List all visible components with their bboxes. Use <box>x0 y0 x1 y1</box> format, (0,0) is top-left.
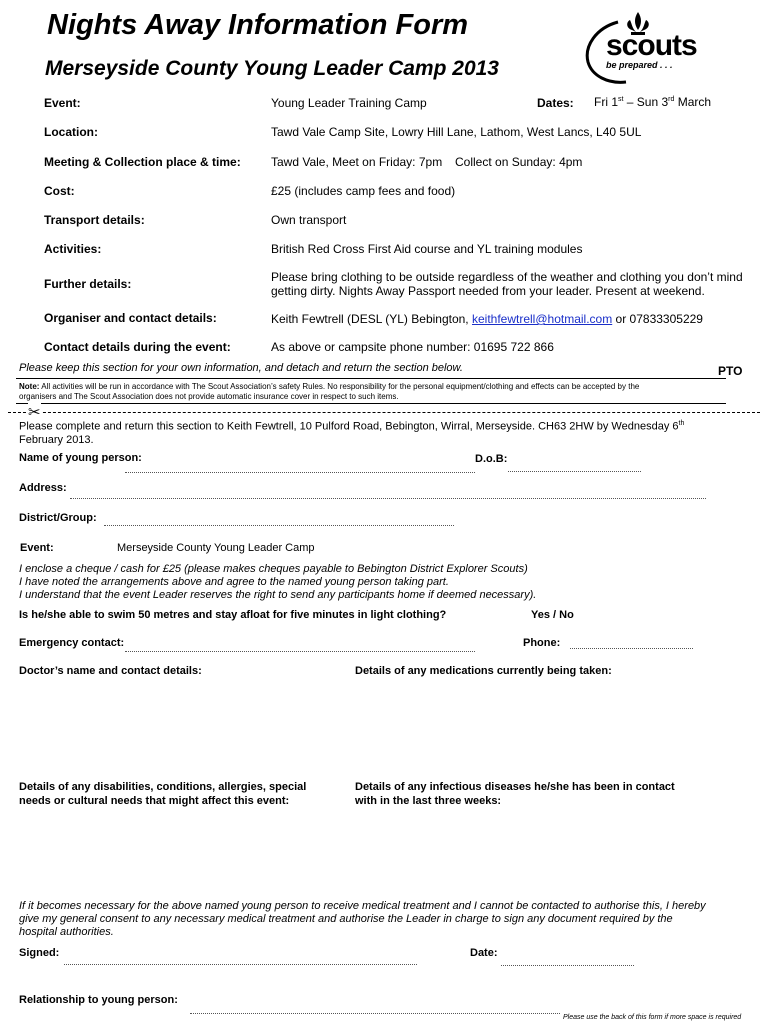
cut-line <box>8 412 760 413</box>
event-value: Young Leader Training Camp <box>271 96 427 110</box>
address-label: Address: <box>19 482 67 494</box>
cost-label: Cost: <box>44 184 75 198</box>
consent-statement: If it becomes necessary for the above named young person to receive medical treatment and I cannot be contacted to authorise this, I hereby give my general consent to any necessary medical treatment and authorise the Leader in charge to sign any document required by the hospital authorities. <box>19 900 706 938</box>
back-note: Please use the back of this form if more space is required <box>563 1014 742 1021</box>
form-event-value: Merseyside County Young Leader Camp <box>117 542 315 554</box>
emergency-label: Emergency contact: <box>19 637 125 649</box>
medications-label: Details of any medications currently being taken: <box>355 665 612 677</box>
understand-line: I understand that the event Leader reserves the right to send any participants home if deemed necessary). <box>19 589 537 601</box>
transport-value: Own transport <box>271 213 347 227</box>
infectious-label: Details of any infectious diseases he/she has been in contact with in the last three weeks: <box>355 781 675 807</box>
form-event-label: Event: <box>20 542 54 554</box>
relationship-field[interactable] <box>190 1013 560 1014</box>
organiser-label: Organiser and contact details: <box>44 311 217 325</box>
disabilities-label: Details of any disabilities, conditions, allergies, special needs or cultural needs that might affect this event: <box>19 781 307 807</box>
name-field[interactable] <box>125 472 475 473</box>
dob-label: D.o.B: <box>475 453 508 465</box>
contact-label: Contact details during the event: <box>44 340 231 354</box>
meeting-value: Tawd Vale, Meet on Friday: 7pm <box>271 155 443 169</box>
relationship-label: Relationship to young person: <box>19 994 178 1006</box>
logo-tagline: be prepared . . . <box>606 60 673 70</box>
contact-value: As above or campsite phone number: 01695 722 866 <box>271 340 554 354</box>
event-label: Event: <box>44 96 81 110</box>
signed-label: Signed: <box>19 947 60 959</box>
logo-text: scouts <box>606 29 697 62</box>
district-field[interactable] <box>104 525 454 526</box>
form-title: Nights Away Information Form <box>47 9 469 41</box>
dates-label: Dates: <box>537 96 574 110</box>
keep-note: Please keep this section for your own information, and detach and return the section below. <box>19 362 463 374</box>
dates-value: Fri 1st – Sun 3rd March <box>594 95 712 109</box>
scouts-logo <box>578 8 718 84</box>
scissors-icon: ✂ <box>28 403 41 421</box>
return-instruction: Please complete and return this section to Keith Fewtrell, 10 Pulford Road, Bebington, Wirral, Merseyside. CH63 2HW by Wednesday 6th February 2013. <box>19 420 685 446</box>
pto-label: PTO <box>718 364 743 378</box>
location-label: Location: <box>44 125 98 139</box>
swim-options[interactable]: Yes / No <box>531 609 574 621</box>
address-field[interactable] <box>70 498 706 499</box>
form-subtitle: Merseyside County Young Leader Camp 2013 <box>45 57 499 80</box>
meeting-label: Meeting & Collection place & time: <box>44 155 241 169</box>
further-label: Further details: <box>44 277 132 291</box>
safety-note: Note: All activities will be run in accordance with The Scout Association’s safety Rules. No responsibility for the personal equipment/clothing and effects can be accepted by the organisers and The Scout Association does not provide automatic insurance cover in respect to such items. <box>19 382 640 401</box>
doctor-label: Doctor’s name and contact details: <box>19 665 202 677</box>
phone-field[interactable] <box>570 648 693 649</box>
cost-value: £25 (includes camp fees and food) <box>271 184 456 198</box>
district-label: District/Group: <box>19 512 97 524</box>
organiser-value: Keith Fewtrell (DESL (YL) Bebington, keithfewtrell@hotmail.com or 07833305229 <box>271 312 703 326</box>
further-line2: getting dirty. Nights Away Passport needed from your leader. Present at weekend. <box>271 284 705 298</box>
swim-question: Is he/she able to swim 50 metres and stay afloat for five minutes in light clothing? <box>19 609 447 621</box>
noted-line: I have noted the arrangements above and agree to the named young person taking part. <box>19 576 449 588</box>
name-label: Name of young person: <box>19 452 142 464</box>
emergency-field[interactable] <box>125 651 475 652</box>
organiser-email-link[interactable]: keithfewtrell@hotmail.com <box>471 312 613 326</box>
activities-label: Activities: <box>44 242 102 256</box>
collect-value: Collect on Sunday: 4pm <box>455 155 583 169</box>
location-value: Tawd Vale Camp Site, Lowry Hill Lane, Lathom, West Lancs, L40 5UL <box>271 125 642 139</box>
date-field[interactable] <box>501 965 634 966</box>
divider-line <box>16 403 726 404</box>
phone-label: Phone: <box>523 637 561 649</box>
cheque-line: I enclose a cheque / cash for £25 (please makes cheques payable to Bebington District Explorer Scouts) <box>19 563 528 575</box>
further-line1: Please bring clothing to be outside regardless of the weather and clothing you don’t mind <box>271 270 743 284</box>
signature-field[interactable] <box>64 964 417 965</box>
transport-label: Transport details: <box>44 213 145 227</box>
divider-line <box>16 378 726 379</box>
dob-field[interactable] <box>508 471 641 472</box>
date-label: Date: <box>470 947 498 959</box>
activities-value: British Red Cross First Aid course and YL training modules <box>271 242 583 256</box>
